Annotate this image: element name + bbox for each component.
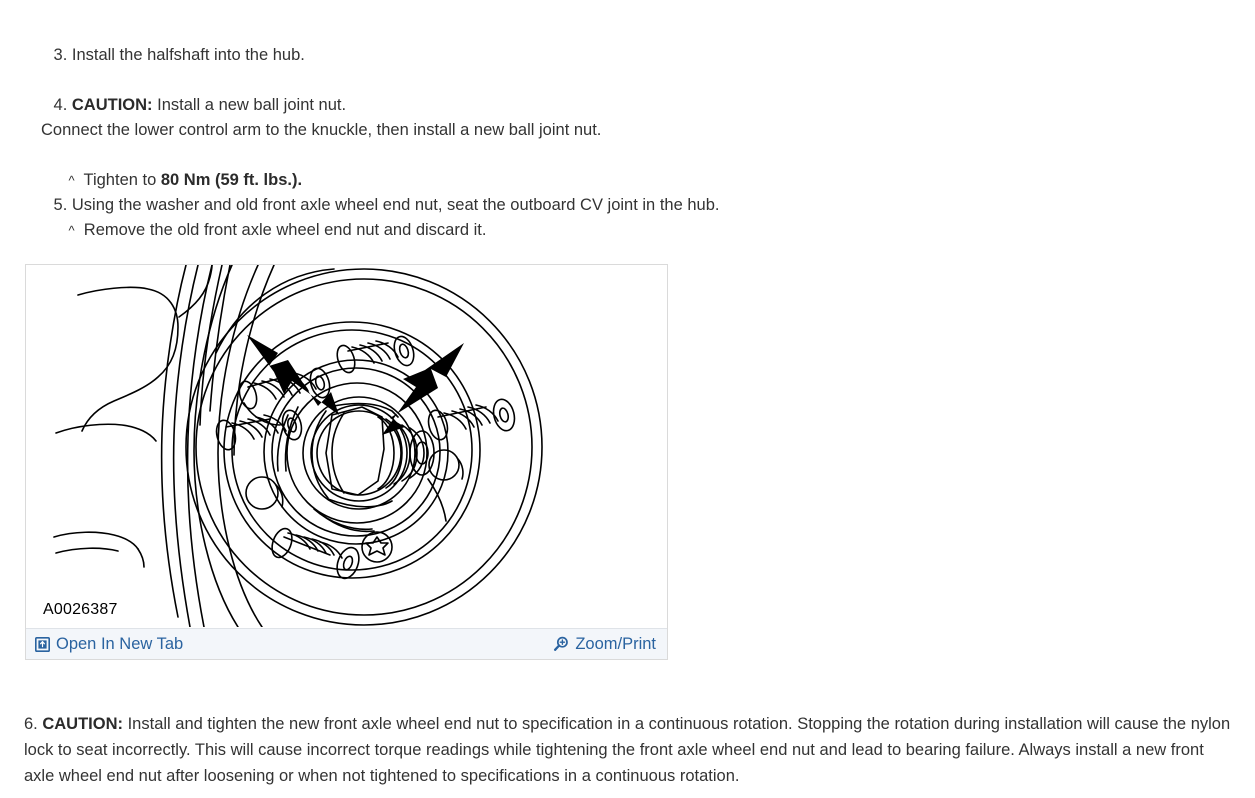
- step-4-sub-text: Tighten to: [74, 171, 161, 189]
- step-6-number: 6.: [24, 715, 38, 733]
- step-4-text: Install a new ball joint nut.: [152, 96, 347, 114]
- step-5-subitem: [0, 193, 486, 268]
- magnifier-plus-icon: [553, 636, 569, 652]
- open-in-new-tab-label: Open In New Tab: [56, 634, 184, 653]
- open-in-new-tab-button[interactable]: [35, 636, 183, 653]
- hub-assembly-line-drawing: [26, 265, 667, 627]
- figure-id-label: A0026387: [43, 601, 118, 618]
- step-4-caution-label: CAUTION:: [67, 96, 153, 114]
- step-6-caution-label: CAUTION:: [37, 715, 124, 733]
- caret-bullet-icon: ^: [68, 223, 75, 238]
- step-5-text: Using the washer and old front axle wheel end nut, seat the outboard CV joint in the hub.: [67, 196, 720, 214]
- step-4-number: 4.: [53, 96, 68, 114]
- step-6-caution-paragraph: [0, 711, 1238, 789]
- step-5-sub-text: Remove the old front axle wheel end nut and discard it.: [74, 221, 487, 239]
- figure-panel: [25, 264, 668, 660]
- zoom-print-button[interactable]: [553, 636, 656, 653]
- figure-image[interactable]: [26, 265, 667, 627]
- figure-footer: [26, 628, 667, 659]
- caret-bullet-icon: ^: [68, 173, 75, 188]
- zoom-print-label: Zoom/Print: [575, 634, 656, 653]
- step-3-number: 3.: [53, 46, 68, 64]
- step-5-number: 5.: [53, 196, 68, 214]
- step-3-text: Install the halfshaft into the hub.: [67, 46, 305, 64]
- open-in-new-tab-icon: [35, 637, 50, 652]
- step-4-torque-value: 80 Nm (59 ft. lbs.).: [160, 171, 303, 189]
- step-4-body: Connect the lower control arm to the knuckle, then install a new ball joint nut.: [41, 121, 602, 139]
- step-6-text: Install and tighten the new front axle wheel end nut to specification in a continuous rotation. Stopping the rotation during installation will cause the nylon lock to seat incorrectly. This will cause incorrect torque readings while tightening the front axle wheel end nut and lead to bearing failure. Always install a new front axle wheel end nut after loosening or when not tightened to specifications in a continuous rotation.: [24, 715, 1231, 785]
